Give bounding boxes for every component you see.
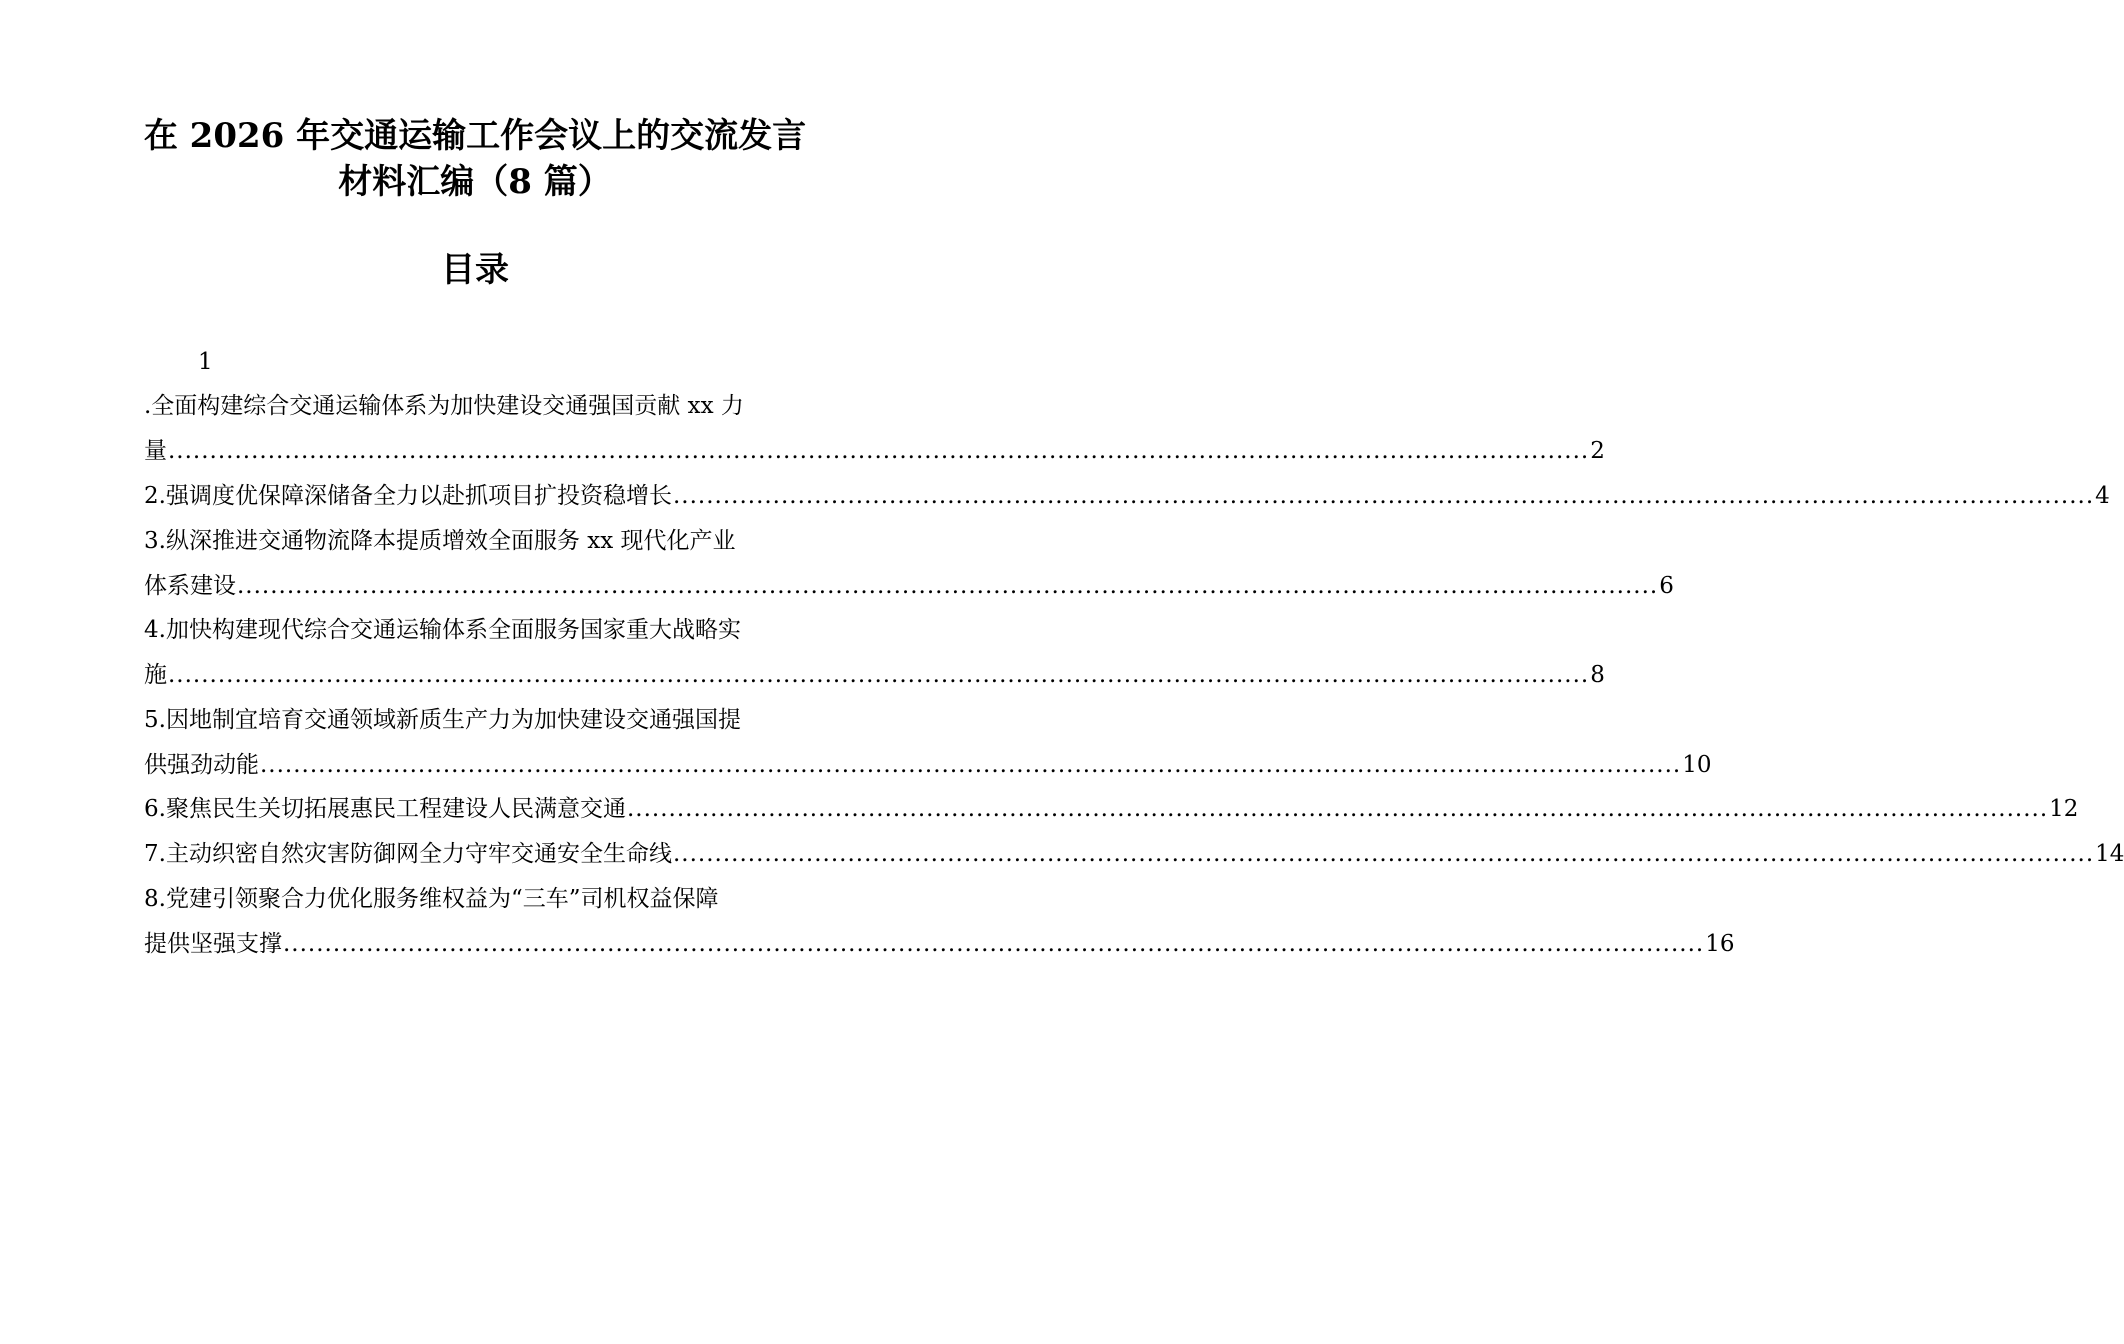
toc-entry-2-text: 2.强调度优保障深储备全力以赴抓项目扩投资稳增长 <box>144 483 672 509</box>
toc-entry-1-text-end: 量 <box>144 438 167 464</box>
toc-entry-8-last-line[interactable] <box>144 922 1735 966</box>
document-title-line-1: 在 2026 年交通运输工作会议上的交流发言 <box>143 116 807 156</box>
dot-leader: ........................................................................................................................................................................... <box>283 931 1705 957</box>
toc-entry-3-last-line[interactable] <box>144 564 1674 608</box>
dot-leader: ........................................................................................................................................................................... <box>672 841 2095 867</box>
toc-entry-1-text-line[interactable]: .全面构建综合交通运输体系为加快建设交通强国贡献 xx 力 <box>144 393 744 419</box>
toc-entry-3-text-line[interactable]: 3.纵深推进交通物流降本提质增效全面服务 xx 现代化产业 <box>144 528 736 554</box>
dot-leader: ........................................................................................................................................................................... <box>168 662 1590 688</box>
toc-entry-4-text-end: 施 <box>144 662 167 688</box>
dot-leader: ........................................................................................................................................................................... <box>237 573 1659 599</box>
toc-entry-7-page: 14 <box>2095 841 2124 867</box>
toc-entry-6-page: 12 <box>2049 796 2079 822</box>
toc-entry-1-page: 2 <box>1590 438 1605 464</box>
toc-entry-4-last-line[interactable] <box>144 653 1605 697</box>
toc-entry-2[interactable] <box>144 474 2110 518</box>
toc-entry-3-text-end: 体系建设 <box>144 573 236 599</box>
toc-entry-4-page: 8 <box>1590 662 1605 688</box>
toc-entry-8-text-line[interactable]: 8.党建引领聚合力优化服务维权益为“三车”司机权益保障 <box>144 886 719 912</box>
toc-entry-6-text: 6.聚焦民生关切拓展惠民工程建设人民满意交通 <box>144 796 626 822</box>
toc-entry-5-last-line[interactable] <box>144 743 1712 787</box>
toc-entry-3-page: 6 <box>1659 573 1674 599</box>
toc-entry-7-text: 7.主动织密自然灾害防御网全力守牢交通安全生命线 <box>144 841 672 867</box>
toc-entry-5-page: 10 <box>1682 752 1712 778</box>
toc-entry-5-text-line[interactable]: 5.因地制宜培育交通领域新质生产力为加快建设交通强国提 <box>144 707 741 733</box>
dot-leader: ........................................................................................................................................................................... <box>260 752 1682 778</box>
dot-leader: ........................................................................................................................................................................... <box>626 796 2049 822</box>
toc-entry-6[interactable] <box>144 787 2079 831</box>
toc-entry-8-text-end: 提供坚强支撑 <box>144 931 282 957</box>
dot-leader: ........................................................................................................................................................................... <box>168 438 1590 464</box>
document-title-line-2: 材料汇编（8 篇） <box>338 162 612 202</box>
toc-entry-7[interactable] <box>144 832 2124 876</box>
toc-entry-1-number[interactable]: 1 <box>198 349 213 375</box>
toc-entry-8-page: 16 <box>1705 931 1735 957</box>
toc-entry-2-page: 4 <box>2095 483 2110 509</box>
dot-leader: ........................................................................................................................................................................... <box>672 483 2095 509</box>
toc-entry-1-last-line[interactable] <box>144 429 1605 473</box>
toc-heading: 目录 <box>441 250 509 290</box>
toc-entry-4-text-line[interactable]: 4.加快构建现代综合交通运输体系全面服务国家重大战略实 <box>144 617 741 643</box>
toc-entry-5-text-end: 供强劲动能 <box>144 752 259 778</box>
